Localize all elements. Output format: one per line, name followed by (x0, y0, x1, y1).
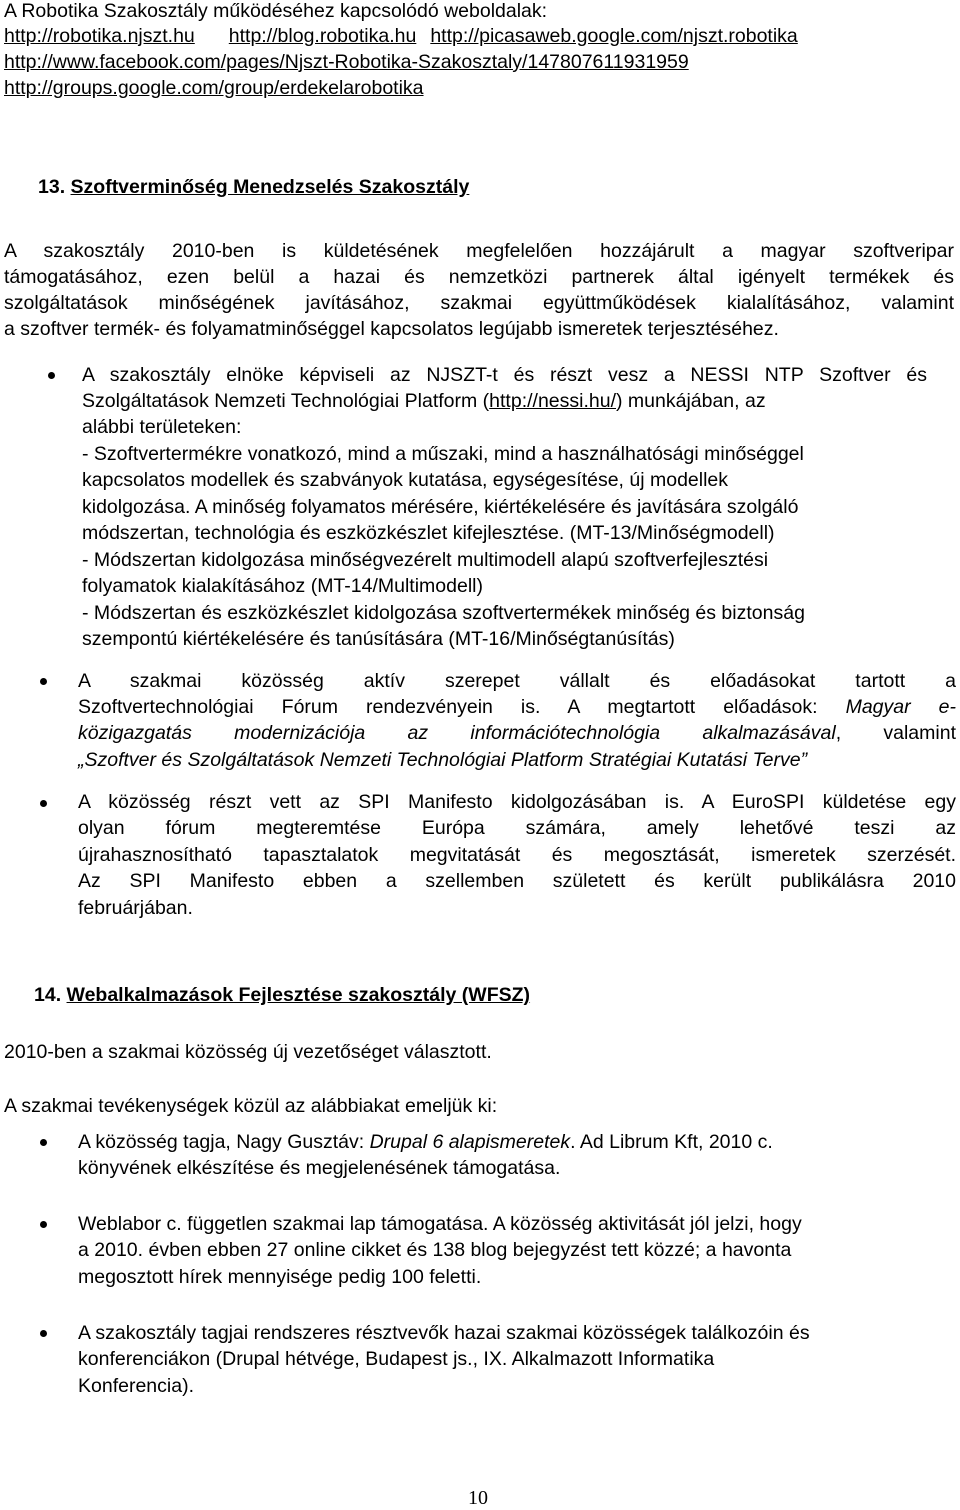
section-13-intro-line-4: a szoftver termék- és folyamatminőséggel kapcsolatos legújabb ismeretek terjesztéséhez. (4, 318, 779, 340)
s14-b1-line-2: könyvének elkészítése és megjelenésének támogatása. (78, 1157, 561, 1179)
link-row-2 (4, 49, 689, 75)
s14-b2-line-3: megosztott hírek mennyisége pedig 100 feletti. (78, 1266, 482, 1288)
s13-b1-line-10: - Módszertan és eszközkészlet kidolgozása szoftvertermékek minőség és biztonság (82, 602, 805, 624)
s14-b3-line-1: A szakosztály tagjai rendszeres résztvevők hazai szakmai közösségek találkozóin és (78, 1322, 810, 1344)
s13-b3-line-5: februárjában. (78, 897, 193, 919)
bullet-icon (48, 372, 55, 379)
s14-b3-line-3: Konferencia). (78, 1375, 194, 1397)
link-blog-robotika[interactable]: http://blog.robotika.hu (228, 25, 417, 47)
s14-b2-line-1: Weblabor c. független szakmai lap támogatása. A közösség aktivitását jól jelzi, hogy (78, 1213, 802, 1235)
s13-b1-line-9: folyamatok kialakításához (MT-14/Multimodell) (82, 575, 483, 597)
bullet-icon (40, 1330, 47, 1337)
s14-b1-italic: Drupal 6 alapismeretek (369, 1131, 571, 1153)
s14-b1-post: . Ad Librum Kft, 2010 c. (570, 1131, 773, 1153)
section-14-title: Webalkalmazások Fejlesztése szakosztály (WFSZ) (66, 984, 531, 1006)
section-13-title: Szoftverminőség Menedzselés Szakosztály (70, 176, 470, 198)
link-row-1 (4, 23, 798, 49)
link-nessi[interactable]: http://nessi.hu/ (489, 390, 616, 412)
section-13-heading (38, 174, 469, 200)
s13-b1-line-3: alábbi területeken: (82, 416, 242, 438)
s14-b1-pre: A közösség tagja, Nagy Gusztáv: (78, 1131, 370, 1153)
link-robotika-njszt[interactable]: http://robotika.njszt.hu (4, 25, 195, 47)
robotika-links-heading: A Robotika Szakosztály működéséhez kapcsolódó weboldalak: (4, 0, 548, 22)
s13-b2-line-3-post: , valamint (835, 722, 956, 744)
s13-b2-line-3-italic: közigazgatás modernizációja az információtechnológia alkalmazásával (78, 722, 836, 744)
s13-b2-line-2-pre: Szoftvertechnológiai Fórum rendezvényein is. A megtartott előadások: (78, 696, 846, 718)
s13-b3-line-2: olyan fórum megteremtése Európa számára, amely lehetővé teszi az (78, 817, 956, 839)
s13-b2-line-1: A szakmai közösség aktív szerepet vállalt és előadásokat tartott a (78, 670, 956, 692)
s13-b2-line-2 (78, 694, 956, 720)
s13-b2-line-3 (78, 720, 956, 746)
s13-b1-line-7: módszertan, technológia és eszközkészlet kifejlesztése. (MT-13/Minőségmodell) (82, 522, 775, 544)
s13-b2-line-2-italic: Magyar e- (845, 696, 957, 718)
section-13-number: 13. (38, 176, 66, 198)
section-14-para-2: A szakmai tevékenységek közül az alábbiakat emeljük ki: (4, 1095, 498, 1117)
s13-b1-line-2-post: ) munkájában, az (616, 390, 766, 412)
section-13-intro-line-1: A szakosztály 2010-ben is küldetésének megfelelően hozzájárult a magyar szoftveripar (4, 240, 954, 262)
s13-b1-line-6: kidolgozása. A minőség folyamatos mérésére, kiértékelésére és javítására szolgáló (82, 496, 799, 518)
bullet-icon (40, 1221, 47, 1228)
section-13-intro-line-3: szolgáltatások minőségének javításához, szakmai együttműködések kialalításához, valamint (4, 292, 954, 314)
link-facebook[interactable]: http://www.facebook.com/pages/Njszt-Robotika-Szakosztaly/147807611931959 (4, 51, 689, 73)
s13-b3-line-4: Az SPI Manifesto ebben a szellemben született és került publikálásra 2010 (78, 870, 956, 892)
section-13-intro-line-2: támogatásához, ezen belül a hazai és nemzetközi partnerek által igényelt termékek és (4, 266, 954, 288)
section-14-para-1: 2010-ben a szakmai közösség új vezetőséget választott. (4, 1041, 492, 1063)
bullet-icon (40, 800, 47, 807)
s14-b2-line-2: a 2010. évben ebben 27 online cikket és 138 blog bejegyzést tett közzé; a havonta (78, 1239, 792, 1261)
link-picasaweb[interactable]: http://picasaweb.google.com/njszt.robotika (430, 25, 798, 47)
s13-b1-line-1: A szakosztály elnöke képviseli az NJSZT-t és részt vesz a NESSI NTP Szoftver és (82, 364, 927, 386)
section-14-heading (34, 982, 530, 1008)
s13-b2-line-4: „Szoftver és Szolgáltatások Nemzeti Technológiai Platform Stratégiai Kutatási Terve” (78, 749, 808, 771)
s13-b3-line-1: A közösség részt vett az SPI Manifesto kidolgozásában is. A EuroSPI küldetése egy (78, 791, 956, 813)
s13-b1-line-5: kapcsolatos modellek és szabványok kutatása, egységesítése, új modellek (82, 469, 729, 491)
link-google-groups[interactable]: http://groups.google.com/group/erdekelarobotika (4, 77, 424, 99)
bullet-icon (40, 678, 47, 685)
s13-b3-line-3: újrahasznosítható tapasztalatok megvitatását és megosztását, ismeretek szerzését. (78, 844, 956, 866)
s13-b1-line-8: - Módszertan kidolgozása minőségvezérelt multimodell alapú szoftverfejlesztési (82, 549, 769, 571)
s13-b1-line-2 (82, 388, 766, 414)
s14-b3-line-2: konferenciákon (Drupal hétvége, Budapest js., IX. Alkalmazott Informatika (78, 1348, 715, 1370)
bullet-icon (40, 1139, 47, 1146)
s13-b1-line-2-pre: Szolgáltatások Nemzeti Technológiai Platform ( (82, 390, 490, 412)
s13-b1-line-11: szempontú kiértékelésére és tanúsítására (MT-16/Minőségtanúsítás) (82, 628, 675, 650)
page-number: 10 (468, 1487, 488, 1509)
s14-b1-line-1 (78, 1129, 773, 1155)
link-row-3 (4, 75, 424, 101)
s13-b1-line-4: - Szoftvertermékre vonatkozó, mind a műszaki, mind a használhatósági minőséggel (82, 443, 804, 465)
section-14-number: 14. (34, 984, 62, 1006)
